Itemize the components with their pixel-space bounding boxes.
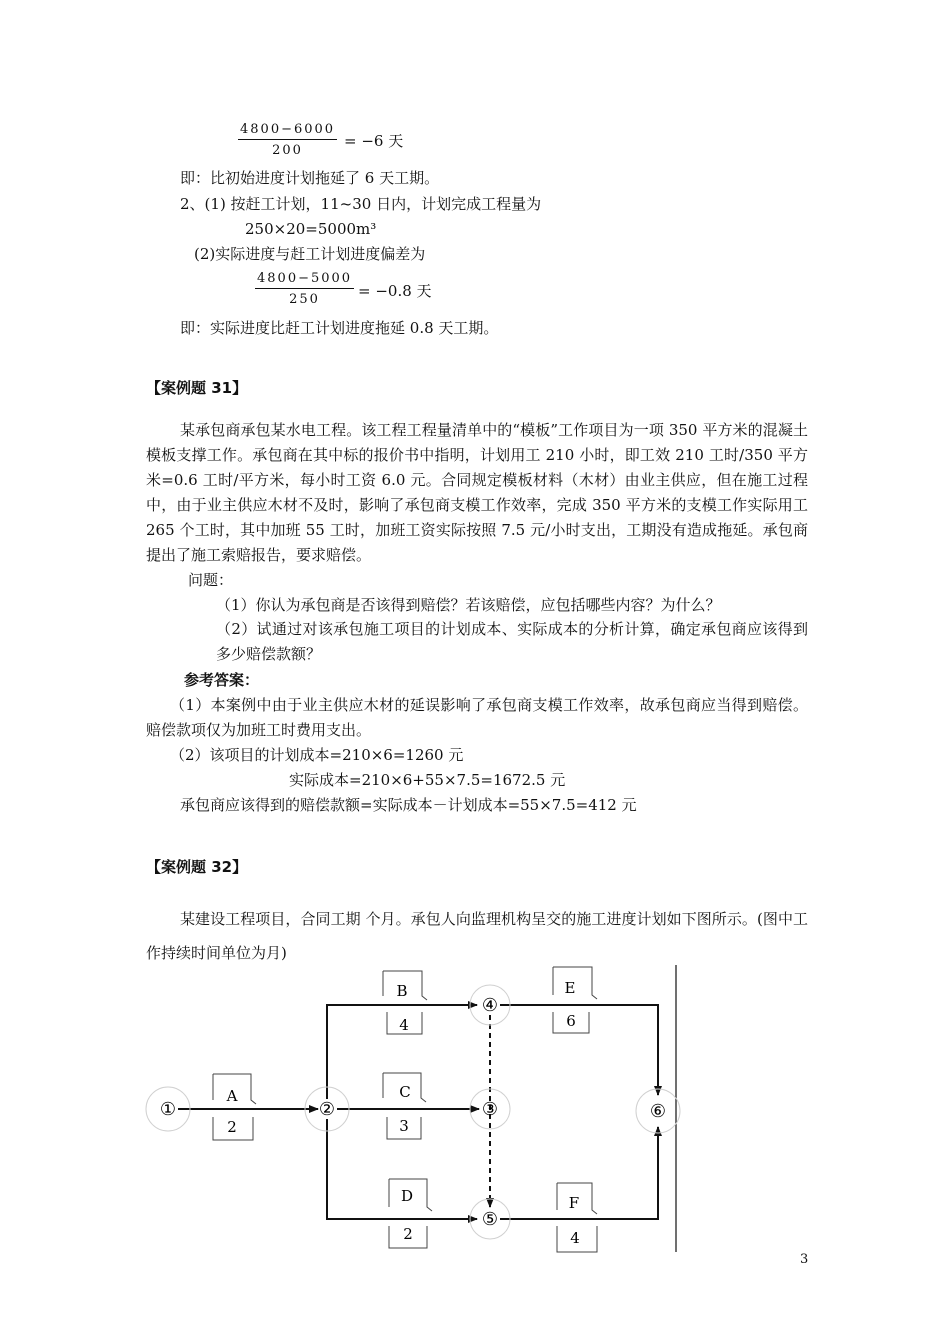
activity-e-name: E [564,979,576,997]
case-body: 某建设工程项目，合同工期 个月。承包人向监理机构呈交的施工进度计划如下图所示。(图中工作持续时间单位为月) [146,910,808,962]
activity-e-duration: 6 [566,1012,576,1030]
answer-item: 承包商应该得到的赔偿款额=实际成本－计划成本=55×7.5=412 元 [180,796,637,814]
activity-b-name: B [396,982,408,1000]
fraction-2-denominator: 250 [289,292,320,307]
node-5: ⑤ [481,1209,499,1230]
arrow-e [500,1005,658,1095]
answer-line: 250×20=5000m³ [245,220,377,238]
answer-line: 即：实际进度比赶工计划进度拖延 0.8 天工期。 [180,319,499,337]
answer-item: 实际成本=210×6+55×7.5=1672.5 元 [289,771,566,789]
question-item: （1）你认为承包商是否该得到赔偿？若该赔偿，应包括哪些内容？为什么？ [216,596,721,614]
section-title: 【案例题 32】 [146,858,248,876]
activity-f-name: F [568,1194,580,1212]
fraction-2-numerator: 4800−5000 [255,271,354,289]
answer-line: (2)实际进度与赶工计划进度偏差为 [194,245,426,263]
activity-c-duration: 3 [399,1117,409,1135]
activity-a-duration: 2 [227,1118,237,1136]
activity-c-name: C [399,1083,411,1101]
activity-b-duration: 4 [399,1016,409,1034]
fraction-2-result: = −0.8 天 [358,282,432,300]
answer-item: （2）该项目的计划成本=210×6=1260 元 [170,746,464,764]
fraction-1-numerator: 4800−6000 [238,122,337,140]
question-label: 问题： [188,571,234,589]
activity-a-name: A [226,1087,238,1105]
node-3: ③ [481,1099,499,1120]
answer-line: 即：比初始进度计划拖延了 6 天工期。 [180,169,440,187]
node-2: ② [318,1099,336,1120]
page-number: 3 [800,1252,809,1267]
node-1: ① [159,1099,177,1120]
fraction-1-result: = −6 天 [344,132,404,150]
activity-f-duration: 4 [570,1229,580,1247]
answer-item: （1）本案例中由于业主供应木材的延误影响了承包商支模工作效率，故承包商应当得到赔偿。赔偿款项仅为加班工时费用支出。 [146,696,808,739]
answer-label: 参考答案： [184,671,260,689]
fraction-1-denominator: 200 [272,143,303,158]
section-title: 【案例题 31】 [146,379,248,397]
answer-line: 2、(1) 按赶工计划，11~30 日内，计划完成工程量为 [180,195,542,213]
question-item: （2）试通过对该承包施工项目的计划成本、实际成本的分析计算，确定承包商应该得到多少赔偿款额？ [216,620,808,663]
case-body: 某承包商承包某水电工程。该工程工程量清单中的“模板”工作项目为一项 350 平方米的混凝土模板支撑工作。承包商在其中标的报价书中指明，计划用工 210 小时，即工效 210 工时/350 平方米=0.6 工时/平方米，每小时工资 6.0 元。合同规定模板材料（木材）由业主供应，但在施工过程中，由于业主供应木材不及时，影响了承包商支模工作效率，完成 350 平方米的支模工作实际用工 265 个工时，其中加班 55 工时，加班工资实际按照 7.5 元/小时支出，工期没有造成拖延。承包商提出了施工索赔报告，要求赔偿。 [146,421,808,564]
node-4: ④ [481,995,499,1016]
node-6: ⑥ [649,1101,667,1122]
activity-d-name: D [400,1187,414,1205]
activity-d-duration: 2 [403,1225,413,1243]
